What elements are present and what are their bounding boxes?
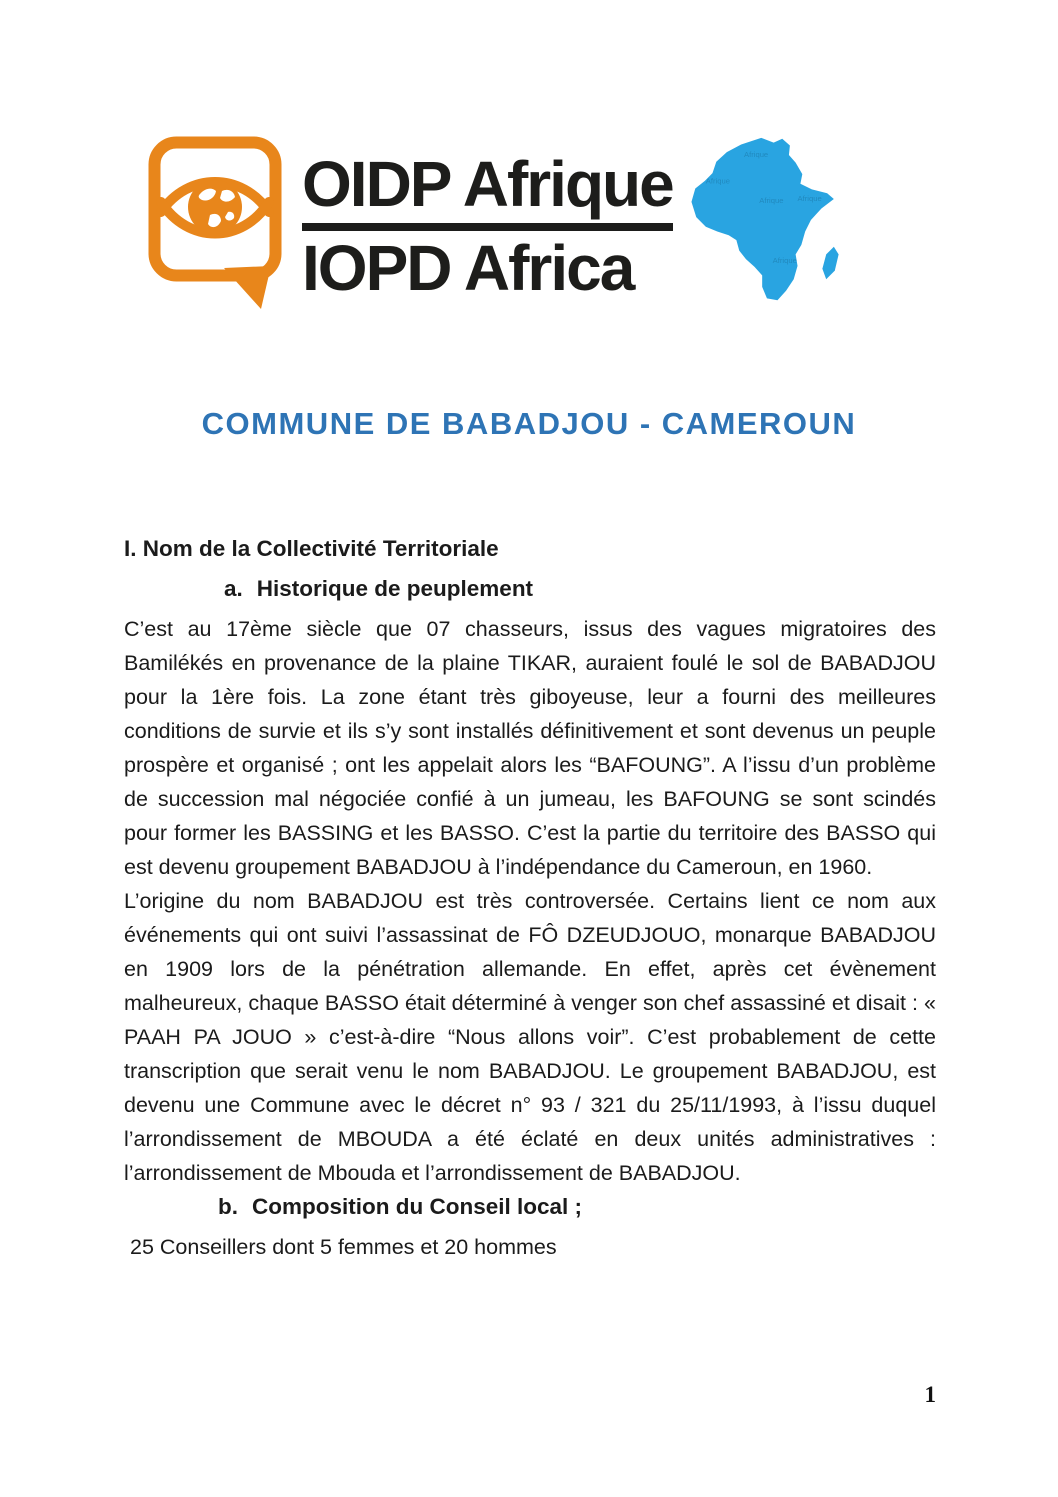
logo-text-fr: OIDP Afrique (302, 148, 673, 220)
subsection-b-marker: b. (218, 1194, 238, 1219)
logo (148, 136, 849, 312)
paragraph-history-1: C’est au 17ème siècle que 07 chasseurs, issus des vagues migratoires des Bamilékés en provenance de la plaine TIKAR, auraient foulé le sol de BABADJOU pour la 1ère fois. La zone étant très giboyeuse, leur a fourni des meilleures conditions de survie et ils s’y sont installés définitivement et sont devenus un peuple prospère et organisé ; ont les appelait alors les “BAFOUNG”. A l’issu d’un problème de succession mal négociée confié à un jumeau, les BAFOUNG se sont scindés pour former les BASSING et les BASSO. C’est la partie du territoire des BASSO qui est devenu groupement BABADJOU à l’indépendance du Cameroun, en 1960. (124, 617, 936, 879)
subsection-b-heading (218, 1190, 936, 1224)
paragraph-history-2: L’origine du nom BABADJOU est très controversée. Certains lient ce nom aux événements qui ont suivi l’assassinat de FÔ DZEUDJOUO, monarque BABADJOU en 1909 lors de la pénétration allemande. En effet, après cet évènement malheureux, chaque BASSO était déterminé à venger son chef assassiné et disait : « PAAH PA JOUO » c’est-à-dire “Nous allons voir”. C’est probablement de cette transcription que serait venu le nom BABADJOU. Le groupement BABADJOU, est devenu une Commune avec le décret n° 93 / 321 du 25/11/1993, à l’issu duquel l’arrondissement de MBOUDA a été éclaté en deux unités administratives : l’arrondissement de Mbouda et l’arrondissement de BABADJOU. (124, 889, 936, 1185)
subsection-a-heading (224, 572, 936, 606)
section-heading: I. Nom de la Collectivité Territoriale (124, 536, 499, 561)
page-title: COMMUNE DE BABADJOU - CAMEROUN (201, 406, 857, 441)
logo-text (302, 150, 673, 302)
logo-divider (302, 223, 673, 231)
document-body (124, 532, 936, 1264)
africa-map-icon (683, 134, 849, 306)
map-watermark: Afrique (705, 176, 730, 186)
council-composition-line: 25 Conseillers dont 5 femmes et 20 hommes (130, 1235, 557, 1259)
map-watermark: Afrique (759, 195, 784, 205)
eye-globe-speech-bubble-icon (148, 136, 282, 312)
map-watermark: Afrique (797, 193, 822, 203)
subsection-b-label: Composition du Conseil local ; (252, 1194, 583, 1219)
page-number: 1 (924, 1382, 936, 1407)
map-watermark: Afrique (743, 149, 768, 159)
subsection-a-marker: a. (224, 576, 243, 601)
logo-text-en: IOPD Africa (302, 232, 634, 304)
subsection-a-label: Historique de peuplement (256, 576, 534, 601)
map-watermark: Afrique (772, 256, 797, 265)
